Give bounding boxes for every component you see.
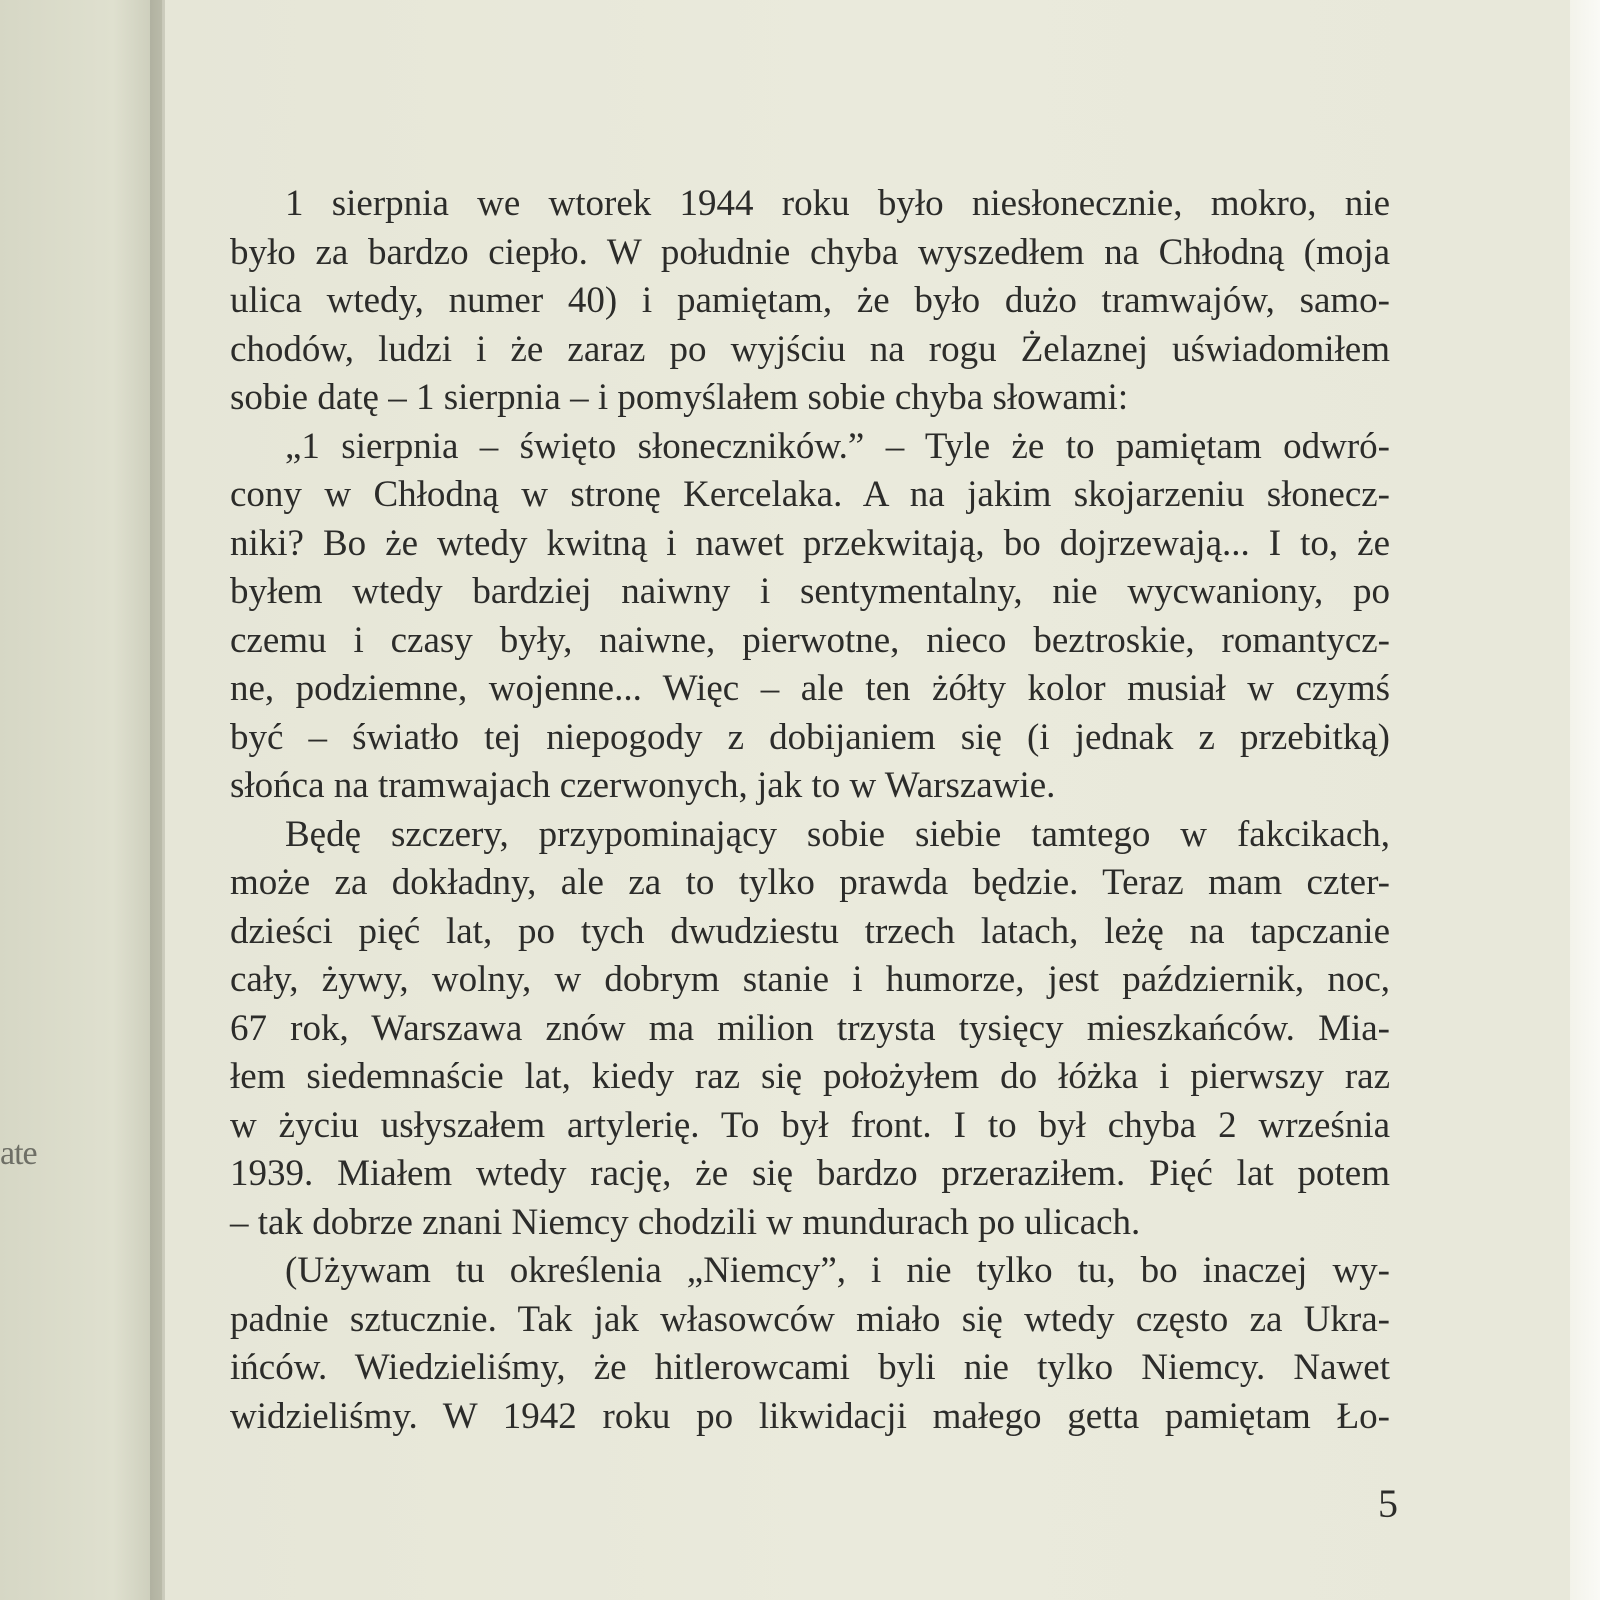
text-line: Będę szczery, przypominający sobie siebie tamtego w fakcikach,: [285, 813, 1390, 855]
left-page: [0, 0, 162, 1600]
text-line: sobie datę – 1 sierpnia – i pomyślałem sobie chyba słowami:: [230, 377, 1129, 418]
text-line: być – światło tej niepogody z dobijaniem się (i jednak z przebitką): [230, 716, 1390, 758]
text-line: 1 sierpnia we wtorek 1944 roku było niesłonecznie, mokro, nie: [285, 183, 1390, 224]
text-line: ińców. Wiedzieliśmy, że hitlerowcami byli nie tylko Niemcy. Nawet: [230, 1347, 1390, 1388]
text-line: (Używam tu określenia „Niemcy”, i nie tylko tu, bo inaczej wy-: [285, 1250, 1390, 1291]
text-line: było za bardzo ciepło. W południe chyba wyszedłem na Chłodną (moja: [230, 231, 1390, 273]
text-line: ulica wtedy, numer 40) i pamiętam, że było dużo tramwajów, samo-: [230, 280, 1390, 321]
page-body-text: [230, 180, 1390, 1441]
text-line: czemu i czasy były, naiwne, pierwotne, nieco beztroskie, romantycz-: [230, 619, 1390, 661]
text-line: widzieliśmy. W 1942 roku po likwidacji małego getta pamiętam Ło-: [230, 1395, 1390, 1437]
text-line: chodów, ludzi i że zaraz po wyjściu na rogu Żelaznej uświadomiłem: [230, 328, 1390, 370]
text-line: ne, podziemne, wojenne... Więc – ale ten żółty kolor musiał w czymś: [230, 668, 1390, 709]
text-line: 1939. Miałem wtedy rację, że się bardzo przeraziłem. Pięć lat potem: [230, 1153, 1390, 1194]
text-line: słońca na tramwajach czerwonych, jak to w Warszawie.: [230, 765, 1056, 806]
text-line: – tak dobrze znani Niemcy chodzili w mundurach po ulicach.: [230, 1201, 1141, 1243]
text-line: padnie sztucznie. Tak jak własowców miało się wtedy często za Ukra-: [230, 1298, 1390, 1340]
text-line: łem siedemnaście lat, kiedy raz się położyłem do łóżka i pierwszy raz: [230, 1056, 1390, 1097]
text-line: cały, żywy, wolny, w dobrym stanie i humorze, jest październik, noc,: [230, 959, 1390, 1000]
text-line: „1 sierpnia – święto słoneczników.” – Tyle że to pamiętam odwró-: [285, 425, 1390, 467]
left-page-ghost-text: ate: [0, 1135, 37, 1172]
text-line: niki? Bo że wtedy kwitną i nawet przekwitają, bo dojrzewają... I to, że: [230, 522, 1390, 564]
text-line: cony w Chłodną w stronę Kercelaka. A na jakim skojarzeniu słonecz-: [230, 474, 1390, 515]
text-line: może za dokładny, ale za to tylko prawda będzie. Teraz mam czter-: [230, 862, 1390, 903]
text-line: dzieści pięć lat, po tych dwudziestu trzech latach, leżę na tapczanie: [230, 910, 1390, 952]
page-edge: [1570, 0, 1600, 1600]
text-line: 67 rok, Warszawa znów ma milion trzysta tysięcy mieszkańców. Mia-: [230, 1007, 1390, 1049]
page-number: 5: [1378, 1481, 1398, 1526]
text-line: w życiu usłyszałem artylerię. To był front. I to był chyba 2 września: [230, 1104, 1390, 1146]
text-line: byłem wtedy bardziej naiwny i sentymentalny, nie wycwaniony, po: [230, 571, 1390, 612]
